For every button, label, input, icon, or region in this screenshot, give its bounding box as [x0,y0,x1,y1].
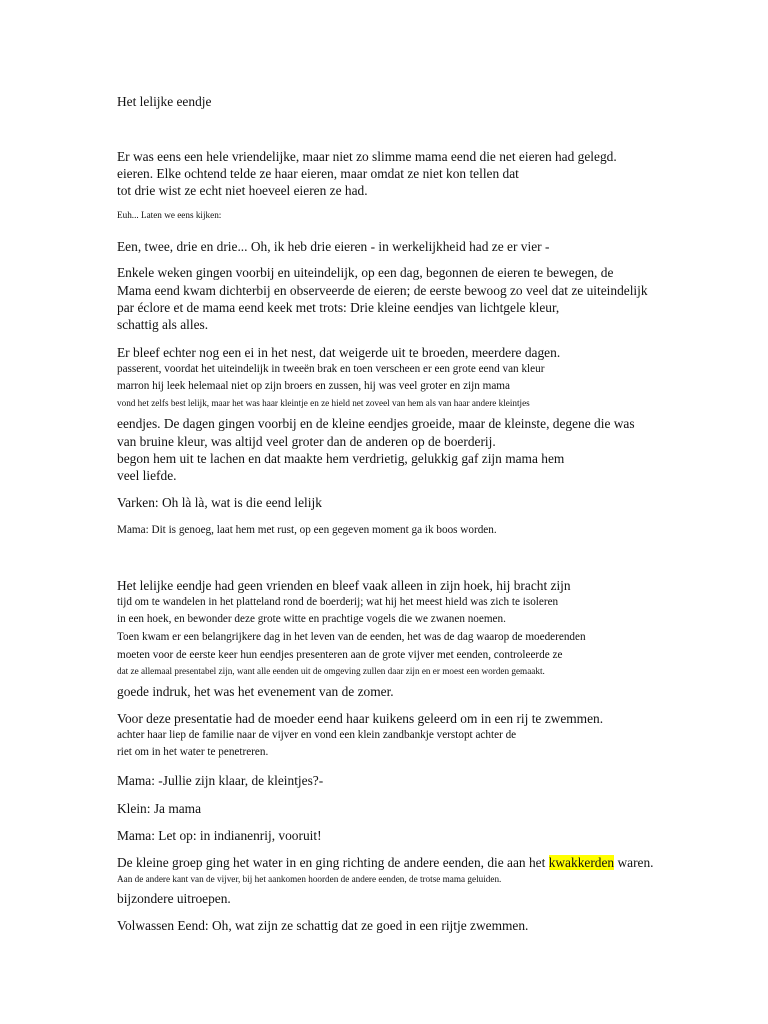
paragraph-line: Mama eend kwam dichterbij en observeerde de eieren; de eerste bewoog zo veel dat ze uiteindelijk [117,283,648,298]
highlighted-word: kwakkerden [548,855,615,870]
paragraph-line: Een, twee, drie en drie... Oh, ik heb drie eieren - in werkelijkheid had ze er vier - [117,239,550,254]
paragraph-line: tijd om te wandelen in het platteland rond de boerderij; wat hij het meest hield was zich te isoleren [117,596,559,608]
text-before-highlight: De kleine groep ging het water in en ging richting de andere eenden, die aan het [117,855,549,870]
paragraph-line: Mama: Let op: in indianenrij, vooruit! [117,828,322,843]
paragraph-line: Varken: Oh là là, wat is die eend lelijk [117,495,322,510]
paragraph-line: eieren. Elke ochtend telde ze haar eieren, maar omdat ze niet kon tellen dat [117,166,519,181]
paragraph-line: dat ze allemaal presentabel zijn, want alle eenden uit de omgeving zullen daar zijn en er moest een worden gemaakt. [117,666,545,676]
paragraph-line-highlighted [117,856,654,869]
paragraph-line: begon hem uit te lachen en dat maakte hem verdrietig, gelukkig gaf zijn mama hem [117,451,565,466]
paragraph-line: vond het zelfs best lelijk, maar het was haar kleintje en ze hield net zoveel van hem als van haar andere kleintjes [117,398,530,408]
paragraph-line: van bruine kleur, was altijd veel groter dan de anderen op de boerderij. [117,434,496,449]
paragraph-line: Aan de andere kant van de vijver, bij het aankomen hoorden de andere eenden, de trotse mama geluiden. [117,874,502,884]
paragraph-line: Er was eens een hele vriendelijke, maar niet zo slimme mama eend die net eieren had gelegd. [117,149,617,164]
paragraph-line: Euh... Laten we eens kijken: [117,210,222,220]
paragraph-line: Het lelijke eendje had geen vrienden en bleef vaak alleen in zijn hoek, hij bracht zijn [117,578,571,593]
paragraph-line: Toen kwam er een belangrijkere dag in het leven van de eenden, het was de dag waarop de moederenden [117,631,586,643]
paragraph-line: bijzondere uitroepen. [117,891,231,906]
paragraph-line: tot drie wist ze echt niet hoeveel eieren ze had. [117,183,368,198]
paragraph-line: goede indruk, het was het evenement van de zomer. [117,684,394,699]
paragraph-line: Mama: Dit is genoeg, laat hem met rust, op een gegeven moment ga ik boos worden. [117,524,497,536]
paragraph-line: eendjes. De dagen gingen voorbij en de kleine eendjes groeide, maar de kleinste, degene die was [117,416,635,431]
paragraph-line: moeten voor de eerste keer hun eendjes presenteren aan de grote vijver met eenden, controleerde ze [117,649,563,661]
paragraph-line: achter haar liep de familie naar de vijver en vond een klein zandbankje verstopt achter de [117,729,517,741]
paragraph-line: Er bleef echter nog een ei in het nest, dat weigerde uit te broeden, meerdere dagen. [117,345,561,360]
paragraph-line: riet om in het water te penetreren. [117,746,269,758]
paragraph-line: Enkele weken gingen voorbij en uiteindelijk, op een dag, begonnen de eieren te bewegen, de [117,265,614,280]
paragraph-line: schattig als alles. [117,317,209,332]
text-after-highlight: waren. [614,855,654,870]
paragraph-line: Mama: -Jullie zijn klaar, de kleintjes?- [117,773,324,788]
paragraph-line: passerent, voordat het uiteindelijk in tweeën brak en toen verscheen er een grote eend van kleur [117,363,545,375]
paragraph-line: veel liefde. [117,468,177,483]
paragraph-line: Voor deze presentatie had de moeder eend haar kuikens geleerd om in een rij te zwemmen. [117,711,604,726]
paragraph-line: Klein: Ja mama [117,801,202,816]
document-title: Het lelijke eendje [117,94,212,109]
paragraph-line: par éclore et de mama eend keek met trots: Drie kleine eendjes van lichtgele kleur, [117,300,560,315]
paragraph-line: in een hoek, en bewonder deze grote witte en prachtige vogels die we zwanen noemen. [117,613,506,625]
paragraph-line: Volwassen Eend: Oh, wat zijn ze schattig dat ze goed in een rijtje zwemmen. [117,918,529,933]
paragraph-line: marron hij leek helemaal niet op zijn broers en zussen, hij was veel groter en zijn mama [117,380,510,392]
